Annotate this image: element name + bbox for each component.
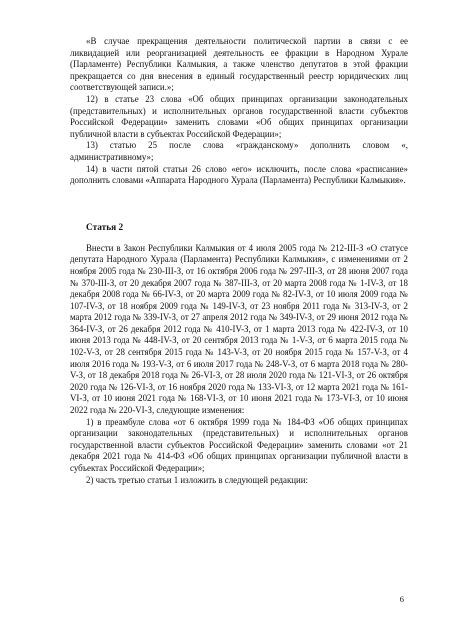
paragraph-item-12: 12) в статье 23 слова «Об общих принципах организации законодательных (представительных) и исполнительных органов государственной власти субъектов Российской Федерации» заменить словами «Об общих принципах организации публичной власти в субъектах Российской Федерации»; xyxy=(70,93,408,139)
paragraph-item-13: 13) статью 25 после слова «гражданскому» дополнить словом «, административному»; xyxy=(70,140,408,162)
paragraph-faction-termination: «В случае прекращения деятельности политической партии в связи с ее ликвидацией или реорганизацией деятельность ее фракции в Народном Хурале (Парламенте) Республики Калмыкия, а также членство депутатов в этой фракции прекращается со дня внесения в единый государственный реестр юридических лиц соответствующей записи.»; xyxy=(70,36,408,93)
paragraph-item-14: 14) в части пятой статьи 26 слово «его» исключить, после слова «расписание» дополнить словами «Аппарата Народного Хурала (Парламента) Республики Калмыкия». xyxy=(70,163,408,186)
paragraph-item-1-preamble: 1) в преамбуле слова «от 6 октября 1999 года № 184-ФЗ «Об общих принципах организации законодательных (представительных) и исполнительных органов государственной власти субъектов Российской Федерации» заменить словами «от 21 декабря 2021 года № 414-ФЗ «Об общих принципах организации публичной власти в субъектах Российской Федерации»; xyxy=(70,416,408,473)
paragraph-amendments-list: Внести в Закон Республики Калмыкия от 4 июля 2005 года № 212-III-З «О статусе депутата Народного Хурала (Парламента) Республики Калмыкия», с изменениями от 2 ноября 2005 года № 230-III-З, от 16 октября 2006 года № 297-III-З, от 28 июня 2007 года № 370-III-З, от 20 декабря 2007 года № 387-III-З, от 20 марта 2008 года № 1-IV-З, от 18 декабря 2008 года № 66-IV-З, от 20 марта 2009 года № 82-IV-З, от 10 июля 2009 года № 107-IV-З, от 18 ноября 2009 года № 149-IV-З, от 23 ноября 2011 года № 313-IV-З, от 2 марта 2012 года № 339-IV-З, от 27 апреля 2012 года № 349-IV-З, от 29 июня 2012 года № 364-IV-З, от 26 декабря 2012 года № 410-IV-З, от 1 марта 2013 года № 422-IV-З, от 10 июня 2013 года № 448-IV-З, от 20 сентября 2013 года № 1-V-З, от 6 марта 2015 года № 102-V-З, от 28 сентября 2015 года № 143-V-З, от 20 ноября 2015 года № 157-V-З, от 4 июля 2016 года № 193-V-З, от 6 июля 2017 года № 248-V-З, от 6 марта 2018 года № 280-V-З, от 18 декабря 2018 года № 26-VI-З, от 28 июля 2020 года № 121-VI-З, от 26 октября 2020 года № 126-VI-З, от 16 ноября 2020 года № 133-VI-З, от 12 марта 2021 года № 161-VI-З, от 10 июня 2021 года № 168-VI-З, от 10 июня 2021 года № 173-VI-З, от 10 июня 2022 года № 220-VI-З, следующие изменения: xyxy=(70,242,408,416)
paragraph-item-2: 2) часть третью статьи 1 изложить в следующей редакции: xyxy=(86,474,309,485)
page-number: 6 xyxy=(399,594,404,604)
article-2-heading: Статья 2 xyxy=(86,222,124,233)
